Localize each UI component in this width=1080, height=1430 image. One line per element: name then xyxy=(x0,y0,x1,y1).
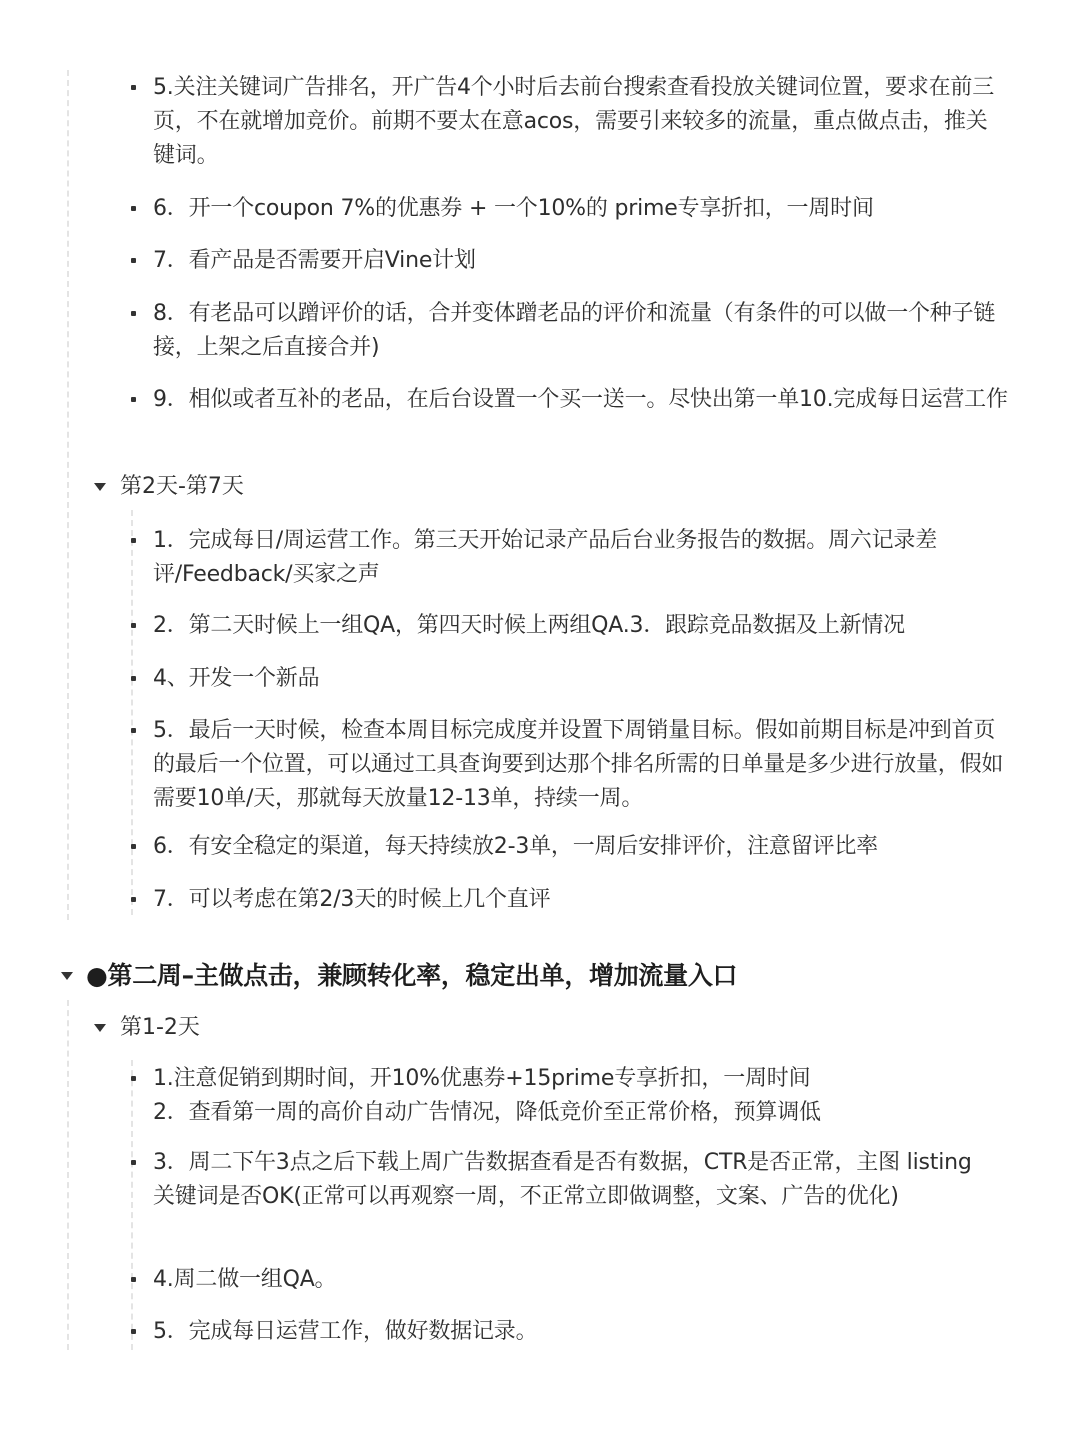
collapse-toggle-icon[interactable] xyxy=(94,483,106,491)
list-item: 7．可以考虑在第2/3天的时候上几个直评 xyxy=(153,887,551,912)
list-item: 5．最后一天时候，检查本周目标完成度并设置下周销量目标。假如前期目标是冲到首页的最后一个位置，可以通过工具查询要到达那个排名所需的日单量是多少进行放量，假如需要10单/天，那就每天放量12-13单，持续一周。 xyxy=(153,718,1004,811)
list-item: 1.注意促销到期时间，开10%优惠券+15prime专享折扣，一周时间 xyxy=(153,1066,811,1091)
bullet-dot xyxy=(131,1160,136,1165)
bullet-dot xyxy=(131,538,136,543)
bullet-dot xyxy=(131,676,136,681)
bullet-dot xyxy=(131,897,136,902)
list-item: 6．开一个coupon 7%的优惠券 + 一个10%的 prime专享折扣，一周时间 xyxy=(153,196,874,221)
bullet-dot xyxy=(131,397,136,402)
indent-guide-week2-outer xyxy=(67,1000,69,1350)
list-item: 2．第二天时候上一组QA，第四天时候上两组QA.3．跟踪竞品数据及上新情况 xyxy=(153,613,905,638)
bullet-dot xyxy=(131,258,136,263)
list-item: 3．周二下午3点之后下载上周广告数据查看是否有数据，CTR是否正常，主图 listing 关键词是否OK(正常可以再观察一周，不正常立即做调整，文案、广告的优化) xyxy=(153,1150,972,1209)
bullet-dot xyxy=(131,728,136,733)
list-item: 5.关注关键词广告排名，开广告4个小时后去前台搜索查看投放关键词位置，要求在前三页，不在就增加竞价。前期不要太在意acos，需要引来较多的流量，重点做点击，推关键词。 xyxy=(153,75,994,168)
bullet-dot xyxy=(131,844,136,849)
bullet-dot xyxy=(131,1277,136,1282)
list-item: 1．完成每日/周运营工作。第三天开始记录产品后台业务报告的数据。周六记录差评/Feedback/买家之声 xyxy=(153,528,938,587)
bullet-dot xyxy=(131,623,136,628)
day-range-label[interactable]: 第2天-第7天 xyxy=(120,474,244,499)
day-range-label[interactable]: 第1-2天 xyxy=(120,1015,200,1040)
list-item: 6．有安全稳定的渠道，每天持续放2-3单，一周后安排评价，注意留评比率 xyxy=(153,834,878,859)
list-item: 8．有老品可以蹭评价的话，合并变体蹭老品的评价和流量（有条件的可以做一个种子链接，上架之后直接合并) xyxy=(153,301,996,360)
bullet-dot xyxy=(131,206,136,211)
bullet-dot xyxy=(131,311,136,316)
list-item: 5．完成每日运营工作，做好数据记录。 xyxy=(153,1319,538,1344)
collapse-toggle-icon[interactable] xyxy=(61,972,73,980)
indent-guide-outer xyxy=(67,70,69,920)
bullet-dot xyxy=(131,1076,136,1081)
bullet-dot xyxy=(131,85,136,90)
list-item: 9．相似或者互补的老品，在后台设置一个买一送一。尽快出第一单10.完成每日运营工作 xyxy=(153,387,1008,412)
list-item: 4.周二做一组QA。 xyxy=(153,1267,337,1292)
week-heading[interactable]: ●第二周–主做点击，兼顾转化率，稳定出单，增加流量入口 xyxy=(86,961,738,990)
list-item: 7．看产品是否需要开启Vine计划 xyxy=(153,248,476,273)
indent-guide-week2-inner xyxy=(131,1060,133,1350)
indent-guide-inner xyxy=(131,510,133,915)
collapse-toggle-icon[interactable] xyxy=(94,1024,106,1032)
bullet-dot xyxy=(131,1329,136,1334)
list-item: 2．查看第一周的高价自动广告情况，降低竞价至正常价格，预算调低 xyxy=(153,1100,821,1125)
list-item: 4、开发一个新品 xyxy=(153,666,320,691)
